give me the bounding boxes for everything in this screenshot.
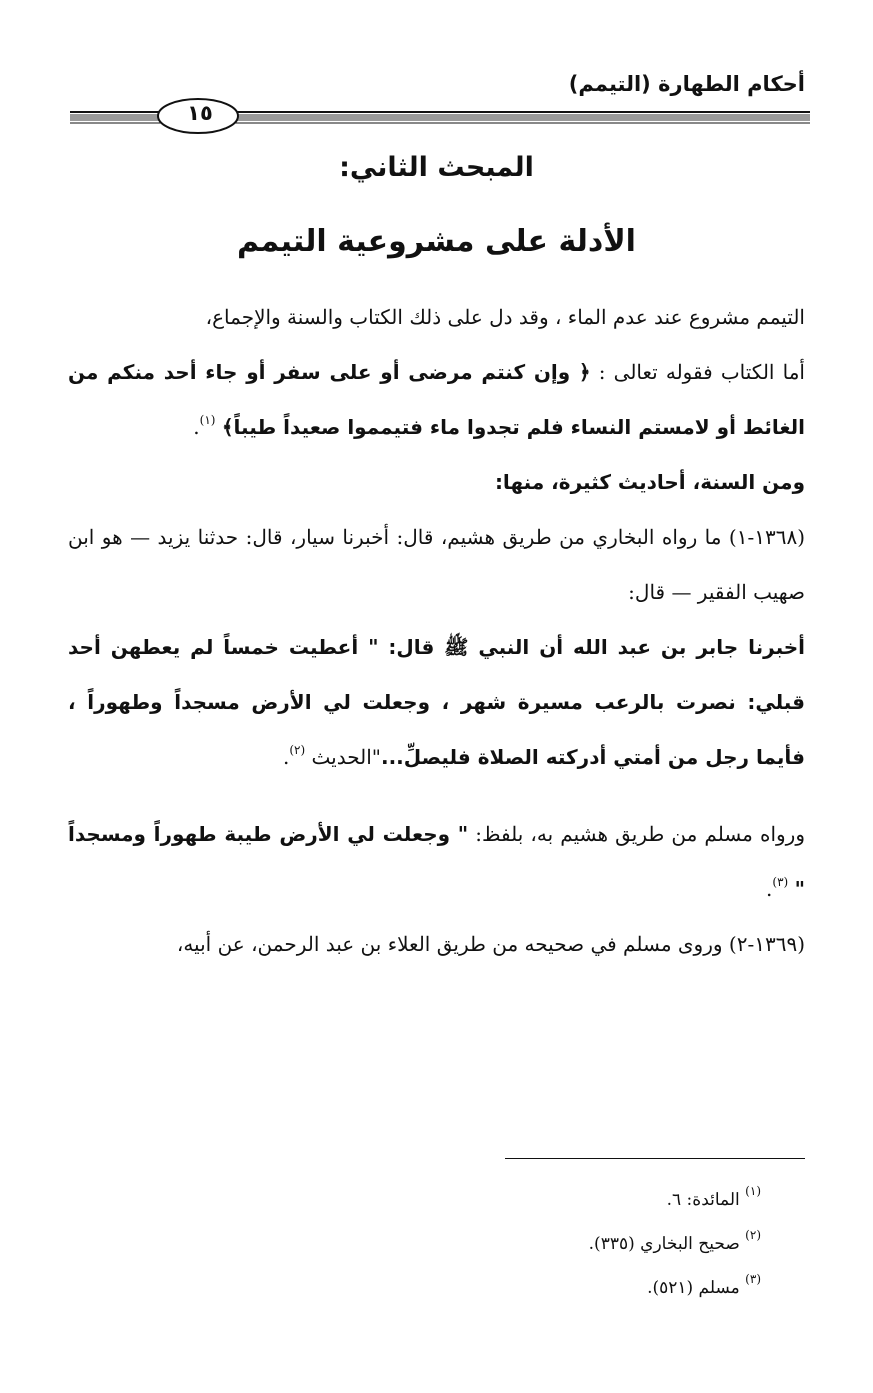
footnote-text: المائدة: ٦. xyxy=(666,1190,740,1210)
paragraph-intro: أما الكتاب فقوله تعالى : xyxy=(590,360,805,384)
footnotes xyxy=(201,1178,761,1310)
hadith-text: " وجعلت لي الأرض طيبة طهوراً ومسجداً " xyxy=(68,822,805,901)
paragraph xyxy=(68,807,805,917)
footnote xyxy=(201,1266,761,1310)
footnote-marker: (٣) xyxy=(772,875,789,889)
body-text xyxy=(68,290,805,972)
paragraph-intro: ورواه مسلم من طريق هشيم به، بلفظ: xyxy=(468,822,805,846)
main-heading: الأدلة على مشروعية التيمم xyxy=(237,224,636,259)
footnote-marker: (١) xyxy=(199,413,216,427)
paragraph: التيمم مشروع عند عدم الماء ، وقد دل على ذلك الكتاب والسنة والإجماع، xyxy=(205,305,805,329)
footnote xyxy=(201,1222,761,1266)
paragraph-subheading: ومن السنة، أحاديث كثيرة، منها: xyxy=(494,470,805,494)
footnote xyxy=(201,1178,761,1222)
period: . xyxy=(193,415,200,439)
hadith-end: "الحديث xyxy=(305,745,381,769)
page-number: ١٥ xyxy=(187,101,213,125)
paragraph: (١٣٦٨-١) ما رواه البخاري من طريق هشيم، قال: أخبرنا سيار، قال: حدثنا يزيد — هو ابن صهيب الفقير — قال: xyxy=(68,525,805,604)
hadith-text: أخبرنا جابر بن عبد الله أن النبي ﷺ قال: " أعطيت خمساً لم يعطهن أحد قبلي: نصرت بالرعب مسيرة شهر ، وجعلت لي الأرض مسجداً وطهوراً ، فأيما رجل من أمتي أدركته الصلاة فليصلِّ... xyxy=(68,635,805,769)
footnote-rule xyxy=(505,1158,805,1159)
quran-verse: ﴿ وإن كنتم مرضى أو على سفر أو جاء أحد منكم من الغائط أو لامستم النساء فلم تجدوا ماء فتيمموا صعيداً طيباً﴾ xyxy=(68,360,805,439)
period: . xyxy=(282,745,290,769)
footnote-number: (٣) xyxy=(745,1272,761,1286)
period: . xyxy=(766,877,773,901)
footnote-text: مسلم (٥٢١). xyxy=(647,1278,740,1298)
running-title: أحكام الطهارة (التيمم) xyxy=(568,72,805,96)
footnote-number: (١) xyxy=(745,1184,761,1198)
footnote-marker: (٢) xyxy=(289,743,306,757)
paragraph xyxy=(68,345,805,455)
paragraph xyxy=(68,620,805,785)
paragraph: (١٣٦٩-٢) وروى مسلم في صحيحه من طريق العلاء بن عبد الرحمن، عن أبيه، xyxy=(176,932,805,956)
footnote-text: صحيح البخاري (٣٣٥). xyxy=(588,1234,740,1254)
footnote-number: (٢) xyxy=(745,1228,761,1242)
section-heading: المبحث الثاني: xyxy=(339,152,534,183)
